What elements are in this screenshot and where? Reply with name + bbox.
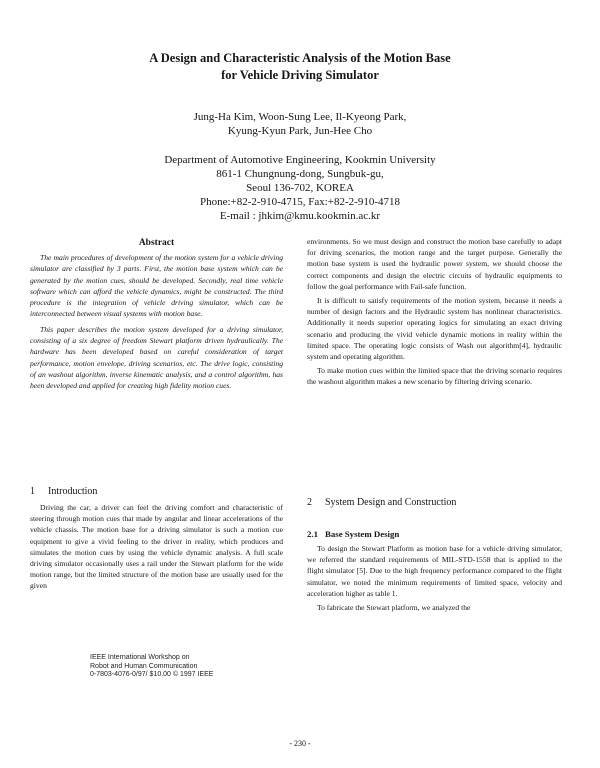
abstract-heading: Abstract: [138, 238, 175, 248]
title-line-2: for Vehicle Driving Simulator: [221, 68, 379, 82]
section-title: System Design and Construction: [325, 497, 457, 508]
right-paragraph-2: It is difficult to satisfy requirements of the motion system, because it needs a number of design factors and the Hydraulic system has nonlinear characteristics. Additionally it needs superior operating logics for simulating an exact driving scenario and producing the vivid vehicle dynamic motions in reality within the limited space. The operating logic consists of Wash out algorithm[4], hydraulic system and operating algorithm.: [307, 296, 562, 362]
affiliation-city: Seoul 136-702, KOREA: [246, 182, 354, 194]
abstract-paragraph-1: The main procedures of development of the motion system for a vehicle driving simulator are classified by 3 parts. First, the motion base system which can be generated by the motion cues, should be developed. Secondly, real time vehicle software which can afford the vehicle dynamics, might be constructed. The third procedure is the integration of vehicle driving simulator, which can be interconnected between visual systems with motion base.: [30, 253, 283, 319]
subsection-2-1: [307, 528, 562, 616]
subsection-paragraph-2: To fabricate the Stewart platform, we analyzed the: [317, 603, 471, 613]
authors-line-1: Jung-Ha Kim, Woon-Sung Lee, Il-Kyeong Park,: [193, 111, 407, 123]
title-line-1: A Design and Characteristic Analysis of the Motion Base: [149, 51, 451, 65]
authors-line-2: Kyung-Kyun Park, Jun-Hee Cho: [227, 124, 373, 137]
section-number: 1: [30, 486, 35, 497]
right-column-text: [307, 236, 562, 391]
affiliation-block: [100, 153, 500, 223]
abstract-section: [30, 236, 283, 396]
subsection-title: Base System Design: [325, 529, 400, 539]
copyright-line-2: Robot and Human Communication: [90, 662, 198, 670]
right-paragraph-1: environments. So we must design and construct the motion base carefully to adapt for driving scenarios, the motion range and the target purpose. Generally the motion base system is used the hydraulic power system, we should choose the correct components and design the electric circuits of hydraulic equipments to follow the goal performance with Fail-safe function.: [307, 237, 562, 291]
author-list: [100, 111, 500, 138]
right-paragraph-3: To make motion cues within the limited space that the driving scenario requires the washout algorithm makes a new scenario by filtering driving scenario.: [307, 366, 562, 387]
subsection-number: 2.1: [307, 529, 318, 539]
subsection-paragraph-1: To design the Stewart Platform as motion base for a vehicle driving simulator, we referred the standard requirements of MIL-STD-1558 that is applied to the flight simulator [5]. Due to the high frequency performance compared to the flight simulator, we noted the minimum requirements of limited space, velocity and acceleration higher as table 1.: [307, 544, 562, 598]
affiliation-phone: Phone:+82-2-910-4715, Fax:+82-2-910-4718: [200, 196, 400, 208]
section-number: 2: [307, 497, 312, 508]
copyright-line-3: 0-7803-4076-0/97/ $10.00 © 1997 IEEE: [90, 671, 214, 679]
introduction-heading: [30, 485, 283, 499]
page-number: - 230 -: [289, 739, 311, 748]
affiliation-department: Department of Automotive Engineering, Kookmin University: [164, 154, 436, 166]
copyright-line-1: IEEE International Workshop on: [90, 654, 190, 661]
affiliation-street: 861-1 Chungnung-dong, Sungbuk-gu,: [216, 168, 384, 180]
subsection-2-1-heading: [307, 528, 562, 541]
copyright-notice: [90, 654, 270, 680]
introduction-paragraph-1: Driving the car, a driver can feel the driving comfort and characteristic of steering through motion cues that made by angular and linear accelerations of the vehicle chassis. The motion base for a driving simulator is such a motion cue equipment to give a vivid feeling to the driver in reality, which produces and simulates the motion cues by using the vehicle dynamic analysis. A full scale driving simulator occasionally uses a rail under the Stewart platform for the wide motion range, but the limited structure of the motion base are usually used for the given: [30, 503, 283, 591]
section-2-heading: [307, 496, 562, 510]
paper-title: [60, 50, 540, 84]
section-title: Introduction: [48, 486, 98, 497]
abstract-paragraph-2: This paper describes the motion system developed for a driving simulator, consisting of a six degree of freedom Stewart platform driven hydraulically. The hardware has been developed based on careful consideration of target performance, motion envelope, driving scenarios, etc. The drive logic, consisting of an washout algorithm, inverse kinematic analysis, and a control algorithm, has been developed and applied for creating high fidelity motion cues.: [30, 324, 283, 391]
section-2: [307, 496, 562, 513]
affiliation-email: E-mail : jhkim@kmu.kookmin.ac.kr: [219, 210, 381, 222]
introduction-section: [30, 485, 283, 595]
